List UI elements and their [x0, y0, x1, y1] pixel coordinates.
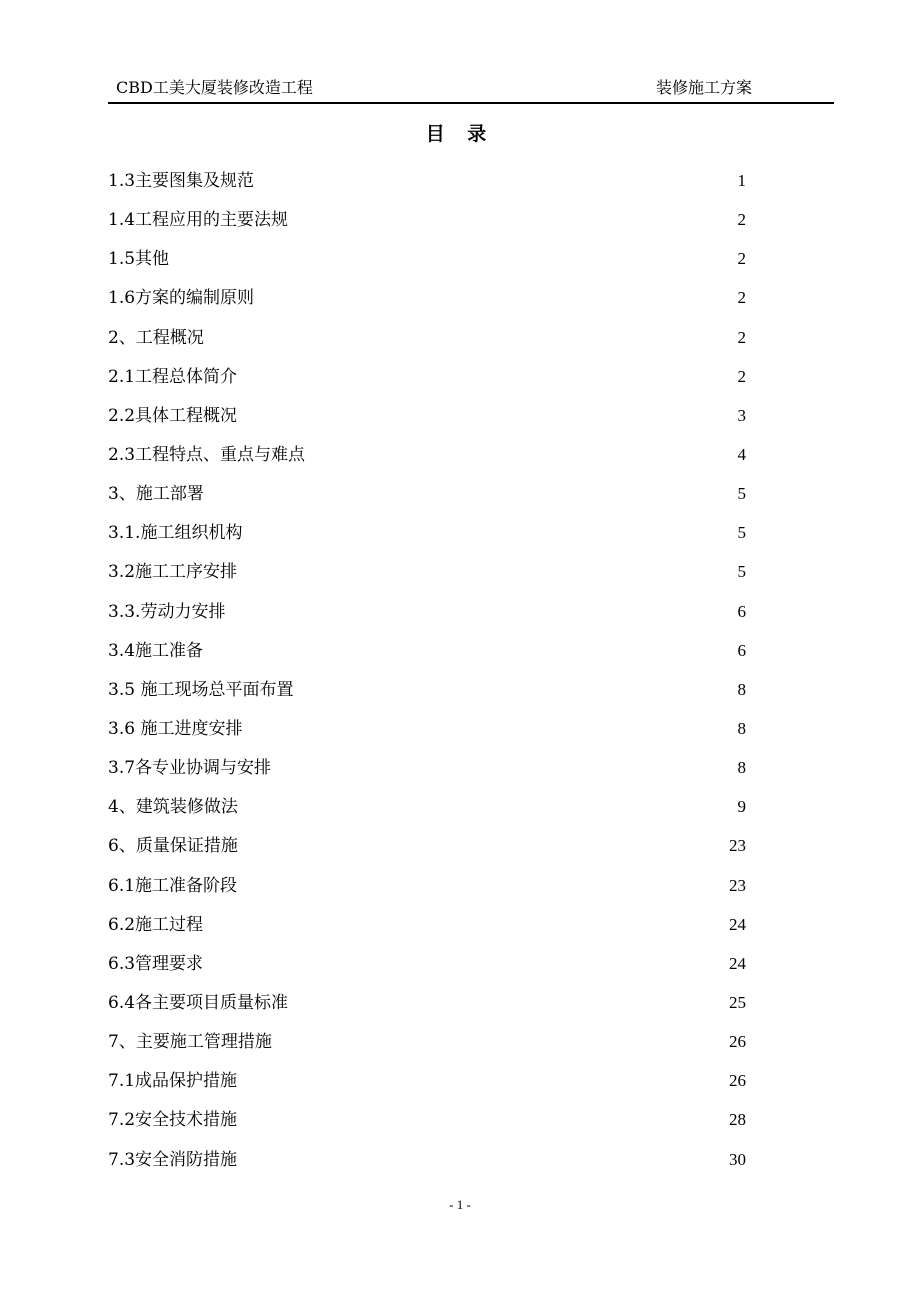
- toc-entry-page-number: 5: [737, 523, 746, 543]
- toc-entry[interactable]: [108, 831, 748, 870]
- toc-entry-label: 7、主要施工管理措施: [108, 1032, 272, 1053]
- toc-entry-page-number: 5: [737, 484, 746, 504]
- toc-entry[interactable]: [108, 166, 748, 205]
- toc-entry-page-number: 1: [737, 171, 746, 190]
- toc-entry[interactable]: [108, 362, 748, 401]
- toc-entry-page-number: 4: [737, 444, 746, 464]
- toc-entry-label: 3.2施工工序安排: [108, 562, 238, 583]
- toc-entry-label: 6、质量保证措施: [108, 836, 238, 857]
- toc-entry-page-number: 2: [737, 288, 746, 308]
- toc-entry-page-number: 23: [729, 836, 746, 856]
- toc-entry-label: 3.6 施工进度安排: [108, 718, 243, 739]
- toc-list: [108, 166, 748, 1184]
- page-header: [108, 76, 834, 104]
- toc-entry-label: 7.2安全技术措施: [108, 1110, 238, 1131]
- toc-entry-page-number: 30: [729, 1149, 746, 1169]
- toc-entry[interactable]: [108, 1145, 748, 1184]
- toc-entry[interactable]: [108, 753, 748, 792]
- toc-entry[interactable]: [108, 910, 748, 949]
- toc-title: 目 录: [425, 123, 495, 145]
- toc-entry-label: 3、施工部署: [108, 484, 204, 505]
- toc-entry-page-number: 5: [737, 562, 746, 582]
- toc-entry-page-number: 8: [737, 679, 746, 699]
- toc-entry-label: 7.1成品保护措施: [108, 1071, 238, 1092]
- toc-entry[interactable]: [108, 1066, 748, 1105]
- toc-entry[interactable]: [108, 792, 748, 831]
- toc-entry-label: 1.3主要图集及规范: [108, 171, 255, 191]
- toc-entry-label: 2.2具体工程概况: [108, 405, 238, 426]
- toc-entry-page-number: 26: [729, 1032, 746, 1052]
- toc-entry-label: 2.3工程特点、重点与难点: [108, 444, 306, 465]
- toc-entry[interactable]: [108, 557, 748, 596]
- toc-entry-page-number: 8: [737, 718, 746, 738]
- toc-entry-page-number: 9: [737, 797, 746, 817]
- toc-entry[interactable]: [108, 479, 748, 518]
- toc-entry[interactable]: [108, 518, 748, 557]
- toc-entry-page-number: 8: [737, 758, 746, 778]
- toc-entry[interactable]: [108, 597, 748, 636]
- toc-entry[interactable]: [108, 714, 748, 753]
- toc-entry[interactable]: [108, 636, 748, 675]
- toc-entry-label: 1.6方案的编制原则: [108, 288, 255, 309]
- toc-entry-page-number: 26: [729, 1071, 746, 1091]
- toc-entry-label: 2.1工程总体简介: [108, 366, 238, 387]
- toc-entry[interactable]: [108, 988, 748, 1027]
- toc-entry-page-number: 2: [737, 210, 746, 230]
- toc-entry-label: 6.1施工准备阶段: [108, 875, 238, 896]
- toc-entry[interactable]: [108, 949, 748, 988]
- toc-entry-page-number: 3: [737, 405, 746, 425]
- header-project-title: CBD工美大厦装修改造工程: [116, 78, 313, 97]
- toc-entry[interactable]: [108, 323, 748, 362]
- footer-page-number: - 1 -: [449, 1197, 471, 1212]
- toc-entry-page-number: 6: [737, 601, 746, 621]
- toc-entry[interactable]: [108, 244, 748, 283]
- toc-entry-page-number: 6: [737, 640, 746, 660]
- toc-entry-label: 3.4施工准备: [108, 640, 204, 661]
- toc-entry-page-number: 2: [737, 366, 746, 386]
- toc-entry-page-number: 25: [729, 992, 746, 1012]
- toc-entry-label: 3.7各专业协调与安排: [108, 758, 272, 779]
- toc-entry-page-number: 2: [737, 249, 746, 269]
- toc-entry-label: 7.3安全消防措施: [108, 1149, 238, 1170]
- toc-entry[interactable]: [108, 440, 748, 479]
- toc-entry-label: 3.5 施工现场总平面布置: [108, 679, 294, 700]
- toc-entry-label: 6.4各主要项目质量标准: [108, 992, 289, 1013]
- toc-entry[interactable]: [108, 205, 748, 244]
- toc-entry-label: 3.3.劳动力安排: [108, 601, 226, 622]
- toc-entry[interactable]: [108, 401, 748, 440]
- toc-entry-label: 1.5其他: [108, 249, 170, 270]
- toc-entry-label: 3.1.施工组织机构: [108, 523, 243, 544]
- toc-entry-label: 1.4工程应用的主要法规: [108, 210, 289, 231]
- toc-entry[interactable]: [108, 871, 748, 910]
- toc-entry[interactable]: [108, 1105, 748, 1144]
- toc-entry-label: 2、工程概况: [108, 327, 204, 348]
- toc-entry-page-number: 24: [729, 914, 746, 934]
- toc-entry-page-number: 24: [729, 953, 746, 973]
- toc-entry-label: 4、建筑装修做法: [108, 797, 238, 818]
- toc-entry[interactable]: [108, 283, 748, 322]
- toc-entry-page-number: 28: [729, 1110, 746, 1130]
- toc-entry[interactable]: [108, 1027, 748, 1066]
- toc-entry-label: 6.3管理要求: [108, 953, 204, 974]
- toc-entry[interactable]: [108, 675, 748, 714]
- toc-entry-page-number: 2: [737, 327, 746, 347]
- toc-entry-label: 6.2施工过程: [108, 914, 204, 935]
- toc-entry-page-number: 23: [729, 875, 746, 895]
- header-document-type: 装修施工方案: [655, 78, 752, 97]
